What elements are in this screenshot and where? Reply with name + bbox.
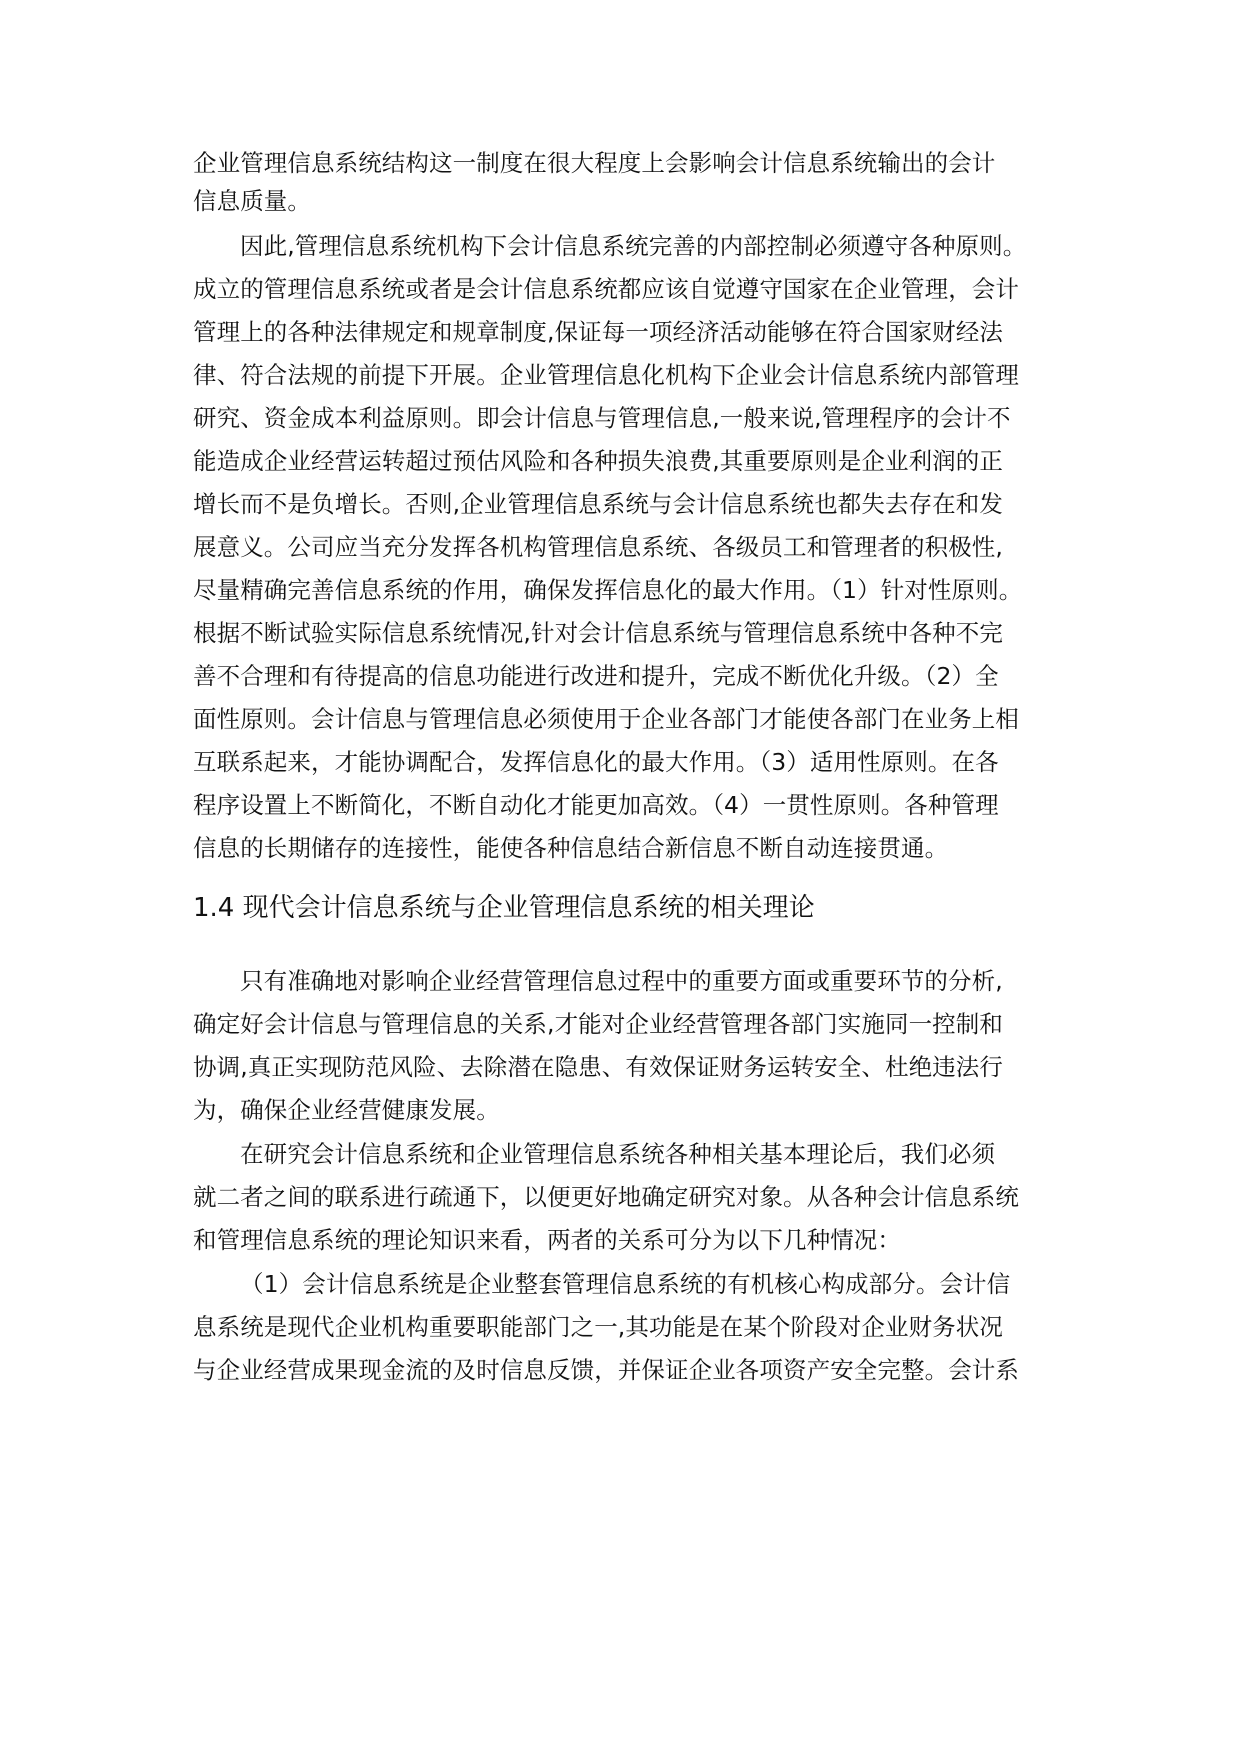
paragraph-line: 互联系起来，才能协调配合，发挥信息化的最大作用。（3）适用性原则。在各 xyxy=(193,748,999,776)
paragraph-line: 根据不断试验实际信息系统情况,针对会计信息系统与管理信息系统中各种不完 xyxy=(193,619,1003,647)
paragraph-line: 研究、资金成本利益原则。即会计信息与管理信息,一般来说,管理程序的会计不 xyxy=(193,404,1011,432)
paragraph-line: 程序设置上不断简化，不断自动化才能更加高效。（4）一贯性原则。各种管理 xyxy=(193,791,999,819)
paragraph-line: 管理上的各种法律规定和规章制度,保证每一项经济活动能够在符合国家财经法 xyxy=(193,318,1003,346)
paragraph-line: 协调,真正实现防范风险、去除潜在隐患、有效保证财务运转安全、杜绝违法行 xyxy=(193,1053,1003,1081)
paragraph-line: 能造成企业经营运转超过预估风险和各种损失浪费,其重要原则是企业利润的正 xyxy=(193,447,1003,475)
paragraph-line: 在研究会计信息系统和企业管理信息系统各种相关基本理论后，我们必须 xyxy=(240,1140,996,1168)
paragraph-line: 律、符合法规的前提下开展。企业管理信息化机构下企业会计信息系统内部管理 xyxy=(193,361,1019,389)
paragraph-line: 息系统是现代企业机构重要职能部门之一,其功能是在某个阶段对企业财务状况 xyxy=(193,1313,1003,1341)
paragraph-line: 企业管理信息系统结构这一制度在很大程度上会影响会计信息系统输出的会计 xyxy=(193,149,996,177)
paragraph-line: 信息的长期储存的连接性，能使各种信息结合新信息不断自动连接贯通。 xyxy=(193,834,949,862)
paragraph-line: 尽量精确完善信息系统的作用，确保发挥信息化的最大作用。（1）针对性原则。 xyxy=(193,576,1023,604)
paragraph-line: 善不合理和有待提高的信息功能进行改进和提升，完成不断优化升级。（2）全 xyxy=(193,662,999,690)
paragraph-line: 信息质量。 xyxy=(193,187,311,215)
paragraph-line: （1）会计信息系统是企业整套管理信息系统的有机核心构成部分。会计信 xyxy=(240,1270,1011,1298)
paragraph-line: 增长而不是负增长。否则,企业管理信息系统与会计信息系统也都失去存在和发 xyxy=(193,490,1003,518)
paragraph-line: 确定好会计信息与管理信息的关系,才能对企业经营管理各部门实施同一控制和 xyxy=(193,1010,1003,1038)
section-heading: 1.4 现代会计信息系统与企业管理信息系统的相关理论 xyxy=(193,893,815,923)
paragraph-line: 因此,管理信息系统机构下会计信息系统完善的内部控制必须遵守各种原则。 xyxy=(240,232,1027,260)
paragraph-line: 就二者之间的联系进行疏通下，以便更好地确定研究对象。从各种会计信息系统 xyxy=(193,1183,1019,1211)
paragraph-line: 只有准确地对影响企业经营管理信息过程中的重要方面或重要环节的分析, xyxy=(240,967,1003,995)
paragraph-line: 为，确保企业经营健康发展。 xyxy=(193,1096,500,1124)
paragraph-line: 面性原则。会计信息与管理信息必须使用于企业各部门才能使各部门在业务上相 xyxy=(193,705,1019,733)
paragraph-line: 展意义。公司应当充分发挥各机构管理信息系统、各级员工和管理者的积极性, xyxy=(193,533,1003,561)
paragraph-line: 与企业经营成果现金流的及时信息反馈，并保证企业各项资产安全完整。会计系 xyxy=(193,1356,1019,1384)
paragraph-line: 和管理信息系统的理论知识来看，两者的关系可分为以下几种情况： xyxy=(193,1226,901,1254)
paragraph-line: 成立的管理信息系统或者是会计信息系统都应该自觉遵守国家在企业管理，会计 xyxy=(193,275,1019,303)
